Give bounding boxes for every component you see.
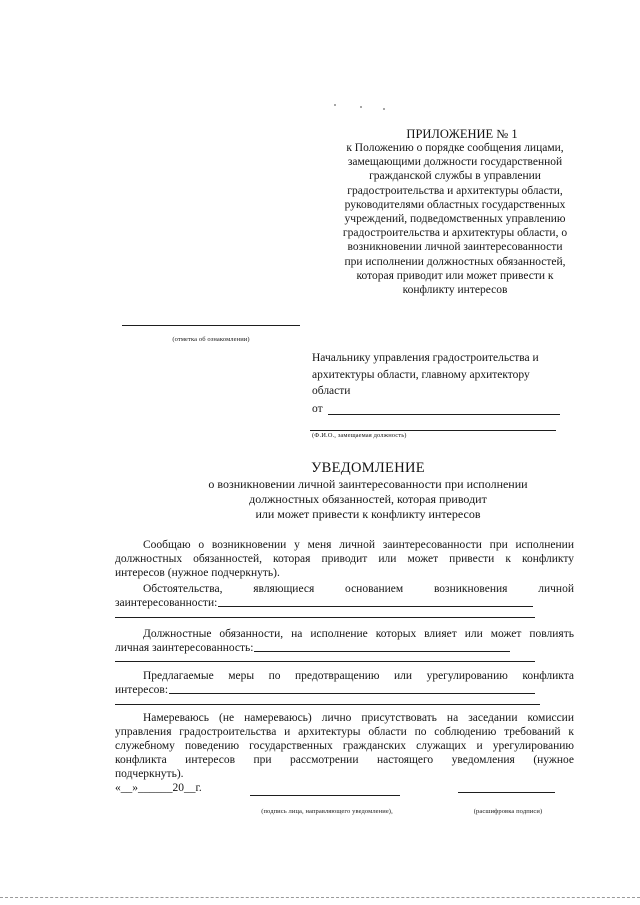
appendix-line: конфликту интересов xyxy=(402,284,508,297)
body-line: подчеркнуть). xyxy=(115,768,184,780)
duties-label: личная заинтересованность: xyxy=(115,642,254,654)
appendix-title: ПРИЛОЖЕНИЕ № 1 xyxy=(406,127,518,141)
appendix-reference xyxy=(325,141,585,297)
notice-subtitle-line: должностных обязанностей, которая приводит xyxy=(249,492,487,506)
scan-edge xyxy=(0,897,640,898)
body-line: Должностные обязанности, на исполнение которых влияет или может повлиять xyxy=(143,628,574,640)
blank-line xyxy=(115,661,535,662)
appendix-line: которая приводит или может привести к xyxy=(356,269,554,282)
from-label: от xyxy=(312,403,323,415)
body-line: должностных обязанностей, которая приводит или может привести к конфликту xyxy=(115,553,574,565)
circumstances-field xyxy=(115,596,533,610)
addressee-caption: (Ф.И.О., замещаемая должность) xyxy=(312,432,407,439)
notice-subtitle-line: о возникновении личной заинтересованности при исполнении xyxy=(208,477,528,491)
body-line: Предлагаемые меры по предотвращению или урегулированию конфликта xyxy=(143,670,574,682)
body-line: Намереваюсь (не намереваюсь) лично присутствовать на заседании комиссии xyxy=(143,712,574,724)
acknowledgement-line xyxy=(122,325,300,326)
appendix-line: учреждений, подведомственных управлению xyxy=(344,213,566,226)
scan-speck xyxy=(360,106,362,108)
blank-line xyxy=(115,617,535,618)
duties-fill-line xyxy=(254,651,510,652)
body-line: Сообщаю о возникновении у меня личной заинтересованности при исполнении xyxy=(143,539,574,551)
acknowledgement-caption: (отметка об ознакомлении) xyxy=(172,336,250,343)
measures-field xyxy=(115,683,535,697)
circumstances-fill-line xyxy=(218,606,533,607)
circumstances-label: заинтересованности: xyxy=(115,597,218,609)
measures-label: интересов: xyxy=(115,684,169,696)
date-field: «__»______20__г. xyxy=(115,782,202,794)
decoding-line xyxy=(458,792,555,793)
body-line: Обстоятельства, являющиеся основанием возникновения личной xyxy=(143,583,574,595)
appendix-line: гражданской службы в управлении xyxy=(369,170,541,183)
body-line: интересов (нужное подчеркнуть). xyxy=(115,567,280,579)
notice-subtitle-line: или может привести к конфликту интересов xyxy=(255,507,481,521)
scan-speck xyxy=(334,104,336,106)
position-line xyxy=(310,430,556,431)
notice-subtitle xyxy=(168,477,568,522)
addressee-line: Начальнику управления градостроительства и xyxy=(312,352,539,364)
appendix-line: замещающими должности государственной xyxy=(347,156,563,169)
decoding-caption: (расшифровка подписи) xyxy=(473,808,543,815)
body-line: управления градостроительства и архитектуры области по соблюдению требований к xyxy=(115,726,574,738)
addressee-block xyxy=(312,350,572,400)
from-name-line xyxy=(328,414,560,415)
signature-caption: (подпись лица, направляющего уведомление), xyxy=(261,808,393,815)
appendix-line: градостроительства и архитектуры области, о xyxy=(342,227,568,240)
addressee-line: архитектуры области, главному архитектору xyxy=(312,368,530,381)
addressee-line: области xyxy=(312,385,351,397)
body-line: конфликта интересов при рассмотрении настоящего уведомления (нужное xyxy=(115,754,574,766)
appendix-line: возникновении личной заинтересованности xyxy=(347,241,563,254)
appendix-line: к Положению о порядке сообщения лицами, xyxy=(346,142,564,154)
signature-line xyxy=(250,795,400,796)
blank-line xyxy=(115,704,540,705)
duties-field xyxy=(115,641,510,655)
appendix-line: руководителями областных государственных xyxy=(344,198,566,211)
scan-speck xyxy=(383,108,385,110)
appendix-line: при исполнении должностных обязанностей, xyxy=(344,255,566,268)
measures-fill-line xyxy=(169,693,535,694)
notice-title: УВЕДОМЛЕНИЕ xyxy=(311,460,425,476)
body-line: служебному поведению государственных гражданских служащих и урегулированию xyxy=(115,740,574,752)
appendix-line: градостроительства и архитектуры области, xyxy=(347,184,563,197)
